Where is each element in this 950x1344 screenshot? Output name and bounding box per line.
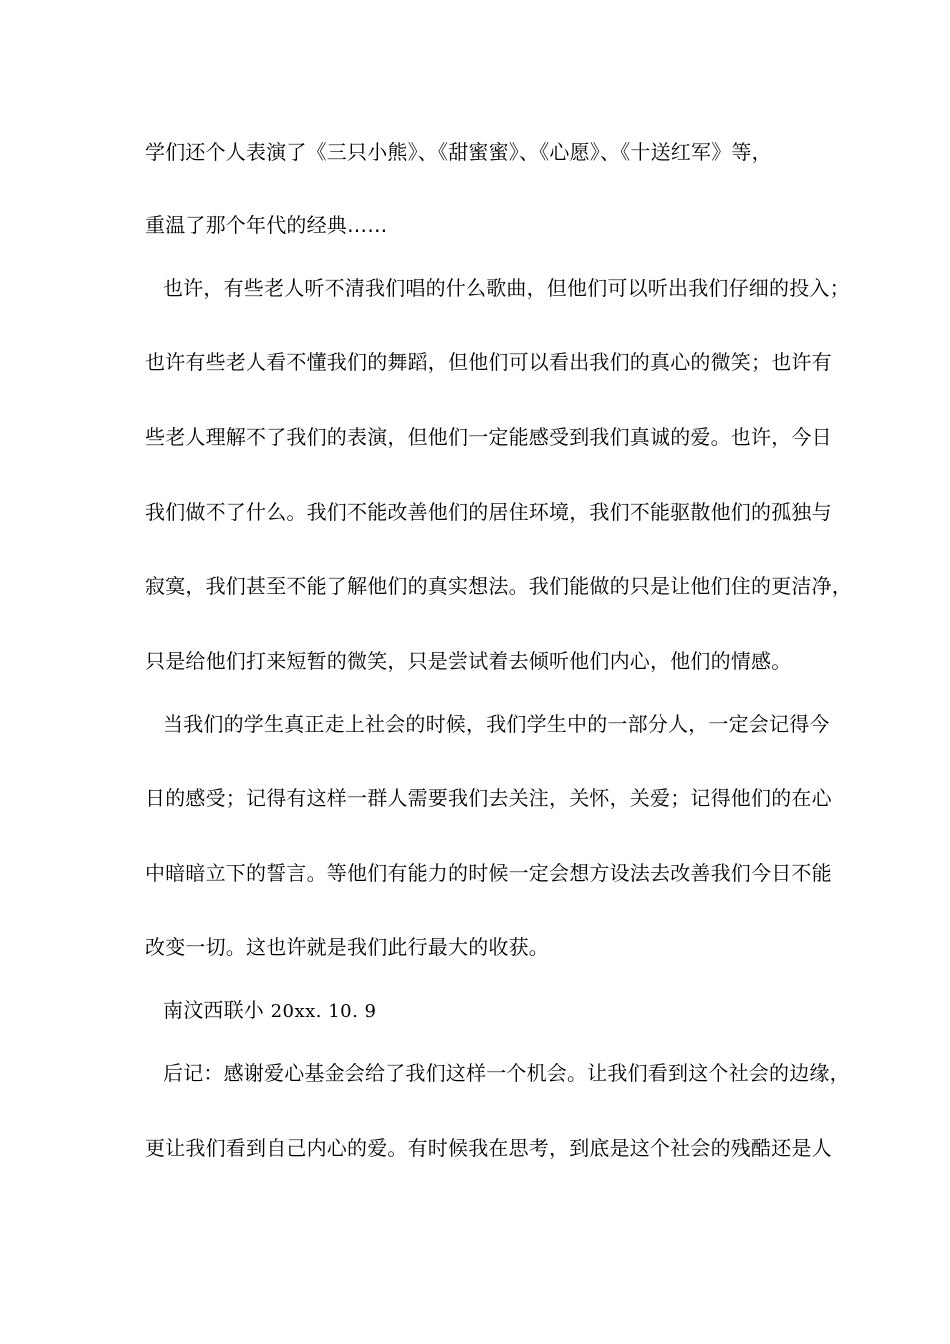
text-line-8: 只是给他们打来短暂的微笑，只是尝试着去倾听他们内心，他们的情感。 bbox=[145, 649, 792, 673]
text-line-4: 也许有些老人看不懂我们的舞蹈，但他们可以看出我们的真心的微笑；也许有 bbox=[145, 350, 832, 374]
text-line-12: 改变一切。这也许就是我们此行最大的收获。 bbox=[145, 935, 549, 959]
signature-date: 20xx. 10. 9 bbox=[270, 1001, 377, 1022]
postscript-line-1: 后记：感谢爱心基金会给了我们这样一个机会。让我们看到这个社会的边缘， bbox=[163, 1061, 850, 1085]
text-line-6: 我们做不了什么。我们不能改善他们的居住环境，我们不能驱散他们的孤独与 bbox=[145, 500, 832, 524]
text-line-5: 些老人理解不了我们的表演，但他们一定能感受到我们真诚的爱。也许，今日 bbox=[145, 425, 832, 449]
postscript-line-2: 更让我们看到自己内心的爱。有时候我在思考，到底是这个社会的残酷还是人 bbox=[145, 1136, 832, 1160]
text-line-1: 学们还个人表演了《三只小熊》、《甜蜜蜜》、《心愿》、《十送红军》等， bbox=[145, 140, 772, 164]
text-line-10: 日的感受；记得有这样一群人需要我们去关注，关怀，关爱；记得他们的在心 bbox=[145, 786, 832, 810]
text-line-7: 寂寞，我们甚至不能了解他们的真实想法。我们能做的只是让他们住的更洁净， bbox=[145, 574, 852, 598]
text-line-3: 也许，有些老人听不清我们唱的什么歌曲，但他们可以听出我们仔细的投入； bbox=[163, 276, 850, 300]
text-line-11: 中暗暗立下的誓言。等他们有能力的时候一定会想方设法去改善我们今日不能 bbox=[145, 861, 832, 885]
signature-line bbox=[163, 998, 843, 1024]
text-line-9: 当我们的学生真正走上社会的时候，我们学生中的一部分人，一定会记得今 bbox=[163, 712, 830, 736]
signature-org: 南汶西联小 bbox=[163, 998, 264, 1022]
text-line-2: 重温了那个年代的经典…… bbox=[145, 213, 388, 237]
